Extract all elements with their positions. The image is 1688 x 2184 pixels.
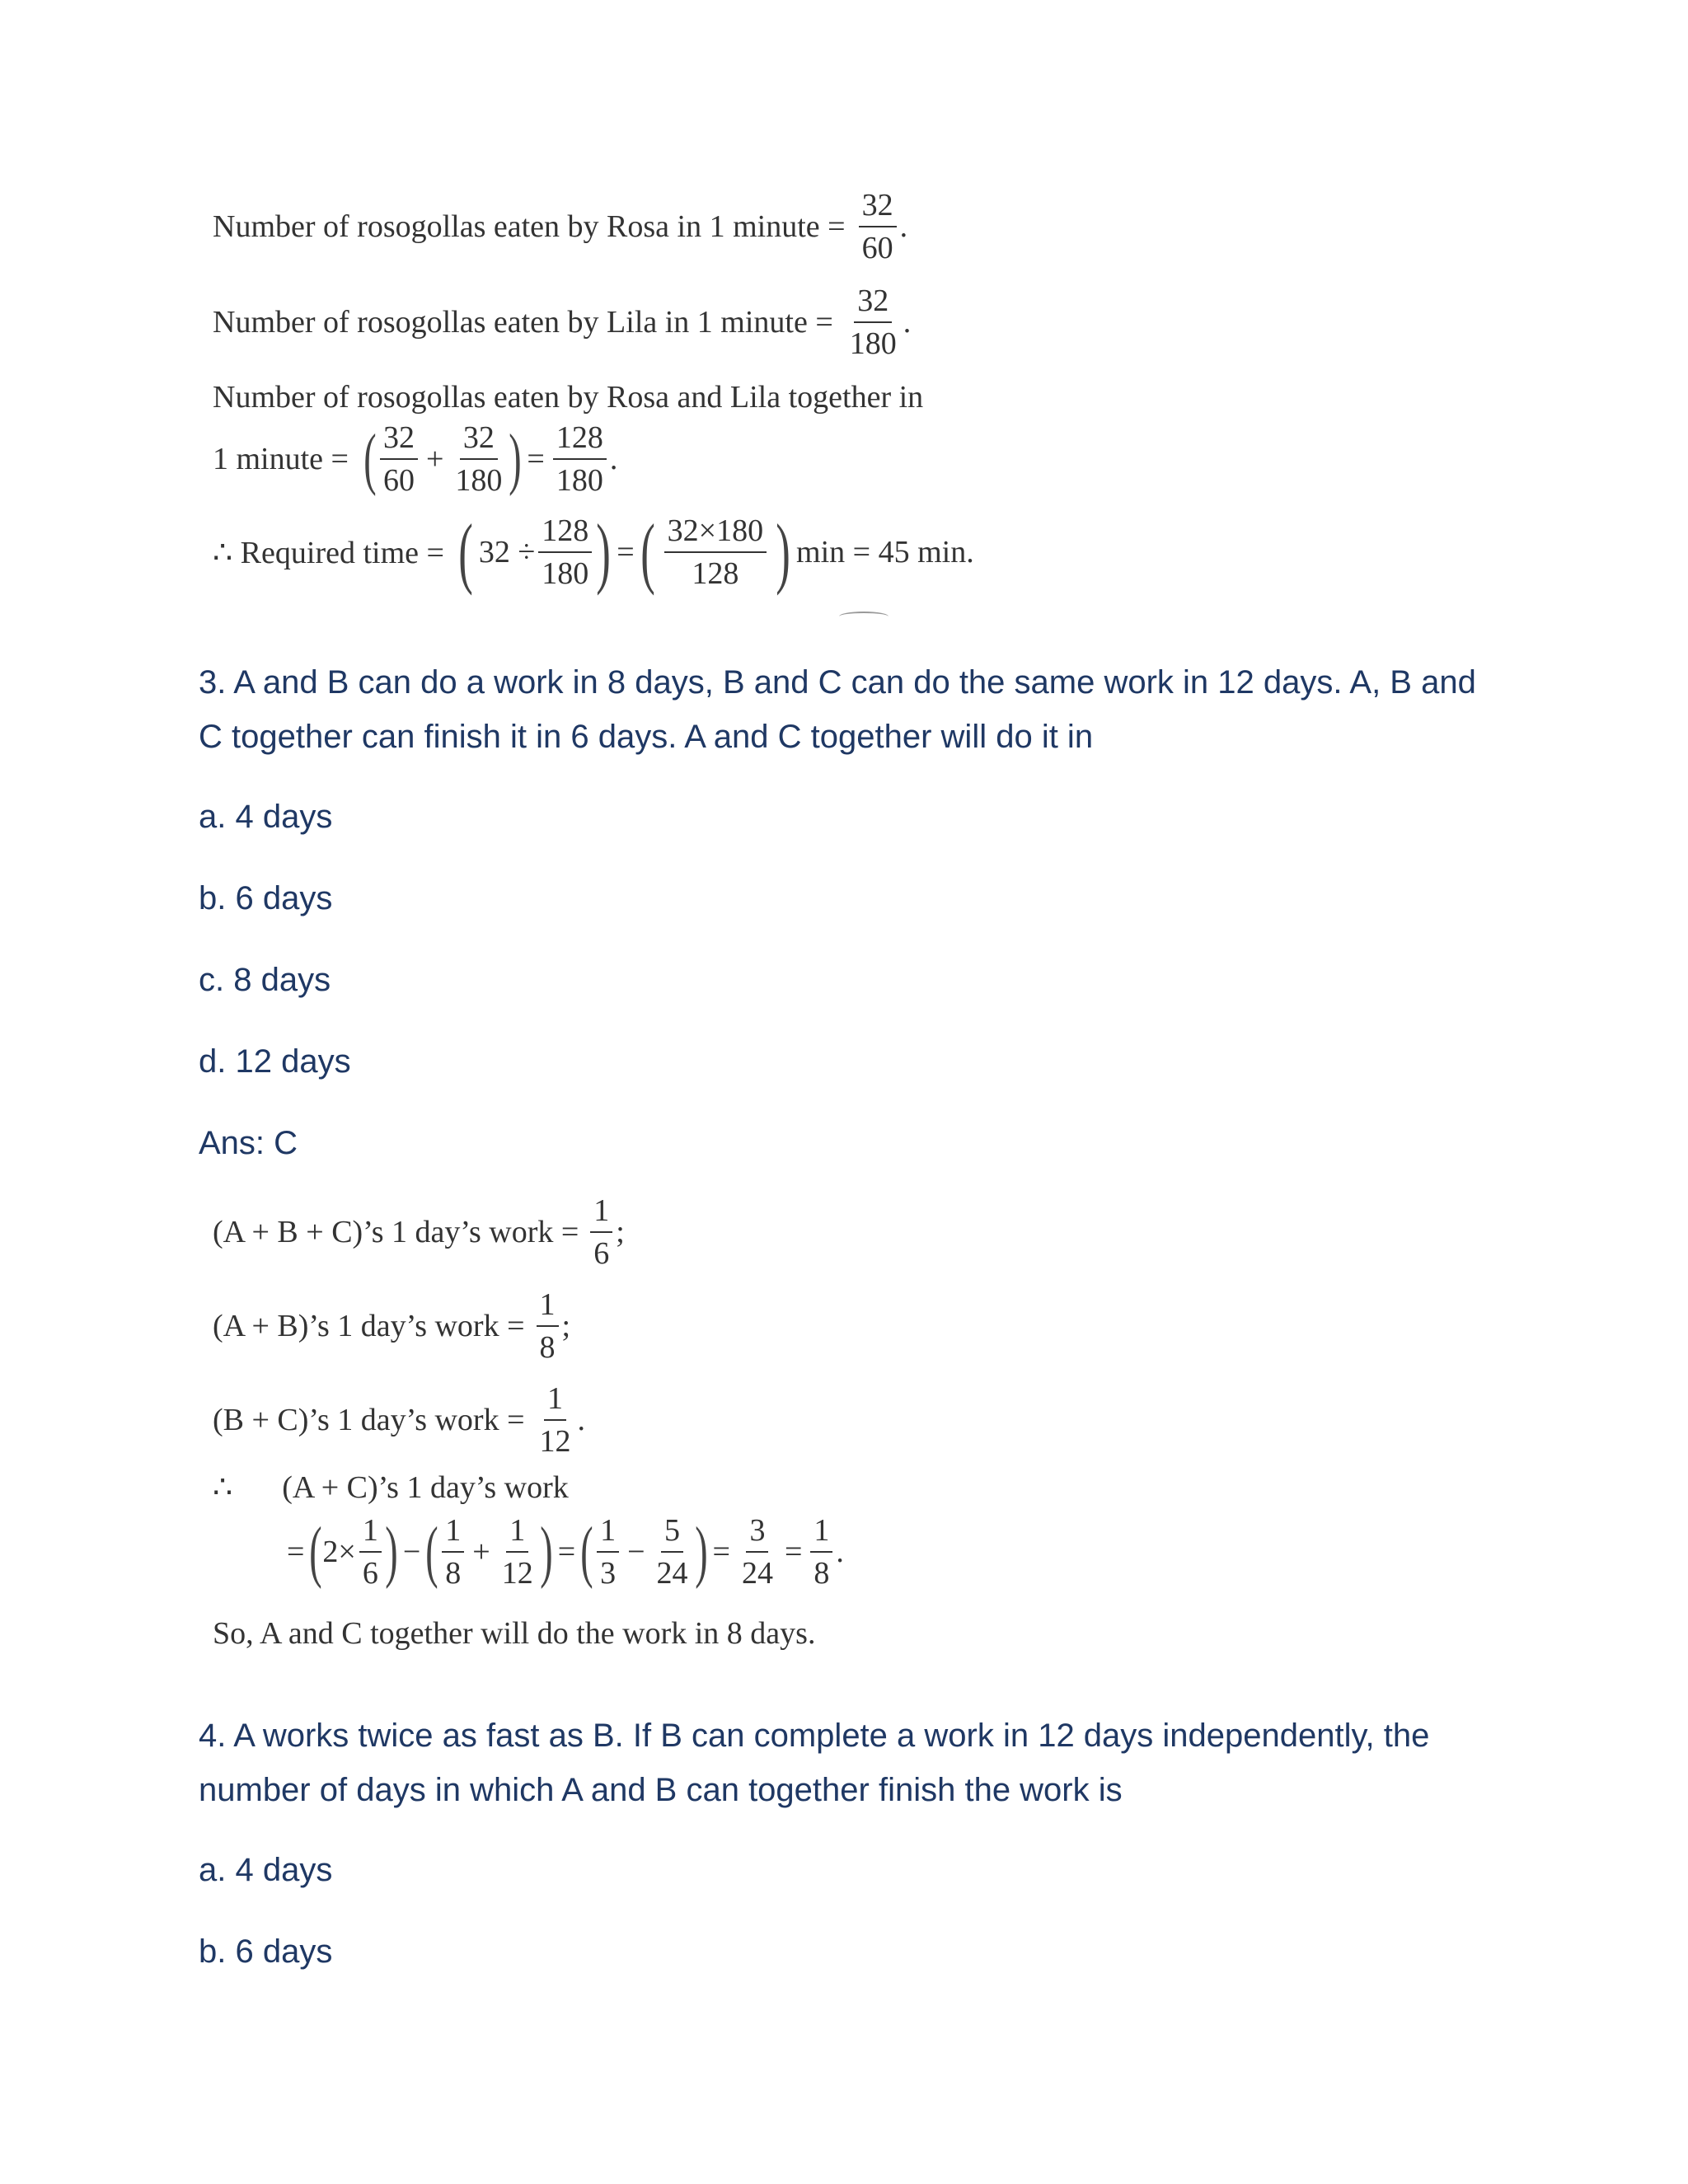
required-time-equation: ∴ Required time = ( 32 ÷ $\frac{128}{180}$ ) = ( $\frac{32\times 180}{128}$ ) min = 45 min. xyxy=(213,508,974,596)
one-minute-equation: 1 minute = ( $\frac{32}{60}$ + $\frac{32}{180}$ ) = $\frac{128}{180}$ . xyxy=(213,420,618,498)
q3-option-d: d. 12 days xyxy=(199,1043,351,1080)
lila-rate-fraction: $\frac{32}{180}$ xyxy=(849,284,897,361)
ac-work-line: ∴ (A + C)’s 1 day’s work xyxy=(213,1469,569,1505)
bc-work-line: (B + C)’s 1 day’s work = $\frac{1}{12}$ . xyxy=(213,1381,586,1459)
q3-solution xyxy=(213,1195,954,1665)
q3-answer: Ans: C xyxy=(199,1125,298,1161)
q3-option-a: a. 4 days xyxy=(199,799,333,835)
q3-conclusion: So, A and C together will do the work in 8 days. xyxy=(213,1616,816,1651)
abc-work-line: (A + B + C)’s 1 day’s work = $\frac{1}{6}$ ; xyxy=(213,1193,625,1271)
q4-option-a: a. 4 days xyxy=(199,1852,333,1888)
scan-crop-artifact xyxy=(839,612,889,621)
rosa-rate-fraction: $\frac{32}{60}$ xyxy=(859,190,897,264)
rosa-rate-line: Number of rosogollas eaten by Rosa in 1 minute = $\frac{32}{60}$ . xyxy=(213,188,908,265)
together-line: Number of rosogollas eaten by Rosa and Lila together in xyxy=(213,380,924,415)
rosa-rate-text: Number of rosogollas eaten by Rosa in 1 minute = xyxy=(213,209,846,244)
ac-work-equation: = ( 2× $\frac{1}{6}$ ) − ( $\frac{1}{8}$ + $\frac{1}{12}$ ) = ( $\frac{1}{3}$ − $\frac{5}{24}$ ) = $\frac{3}{24}$ = $\frac{1}{8}$ . xyxy=(287,1513,844,1591)
q4-option-b: b. 6 days xyxy=(199,1933,333,1970)
q3-option-b: b. 6 days xyxy=(199,880,333,916)
ab-work-line: (A + B)’s 1 day’s work = $\frac{1}{8}$ ; xyxy=(213,1287,571,1365)
rosa-lila-solution xyxy=(213,190,1045,618)
lila-rate-line: Number of rosogollas eaten by Lila in 1 minute = $\frac{32}{180}$ . xyxy=(213,284,912,361)
lila-rate-text: Number of rosogollas eaten by Lila in 1 minute = xyxy=(213,305,833,340)
question-4: 4. A works twice as fast as B. If B can complete a work in 12 days independently, the number of days in which A and B can together finish the work is xyxy=(199,1718,1430,1808)
question-3: 3. A and B can do a work in 8 days, B and C can do the same work in 12 days. A, B and C together can finish it in 6 days. A and C together will do it in xyxy=(199,664,1476,755)
q3-option-c: c. 8 days xyxy=(199,962,331,998)
